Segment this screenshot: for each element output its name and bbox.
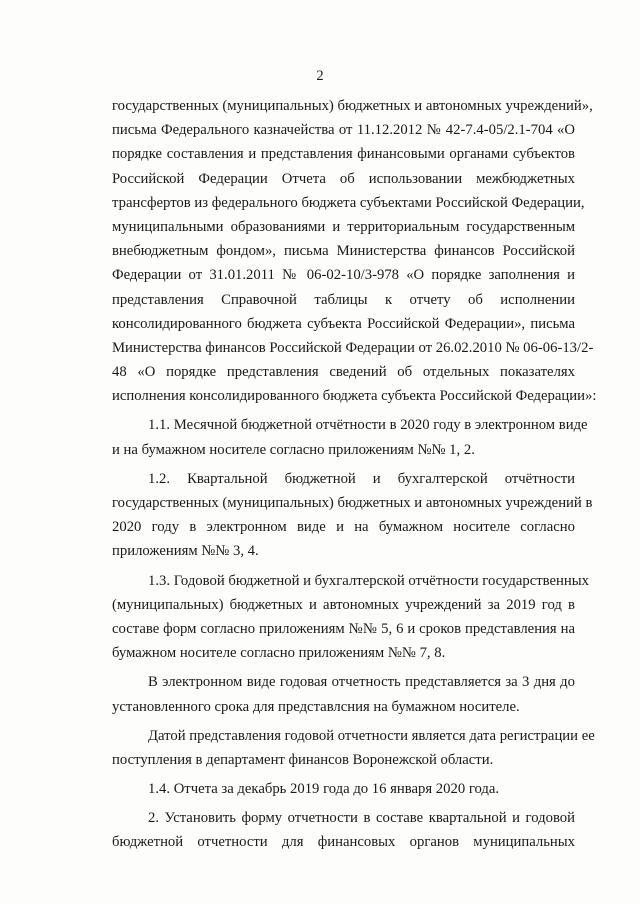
- text-line: Датой представления годовой отчетности является дата регистрации ее: [148, 727, 595, 744]
- text-line: В электронном виде годовая отчетность представляется за 3 дня до: [148, 674, 575, 691]
- page-number: 2: [316, 68, 324, 84]
- text-line: бюджетной отчетности для финансовых органов муниципальных: [112, 834, 575, 851]
- text-line: и на бумажном носителе согласно приложениям №№ 1, 2.: [112, 441, 475, 458]
- text-line: составе форм согласно приложениям №№ 5, 6 и сроков представления на: [112, 620, 575, 637]
- text-line: Российской Федерации Отчета об использовании межбюджетных: [112, 170, 575, 187]
- text-line: государственных (муниципальных) бюджетных и автономных учреждений в: [112, 495, 593, 511]
- text-line: государственных (муниципальных) бюджетных и автономных учреждений»,: [112, 98, 593, 114]
- text-line: поступления в департамент финансов Воронежской области.: [112, 751, 494, 768]
- text-line: муниципальными образованиями и территориальным государственным: [112, 218, 575, 235]
- text-line: исполнения консолидированного бюджета субъекта Российской Федерации»:: [112, 388, 597, 405]
- text-line: консолидированного бюджета субъекта Российской Федерации», письма: [112, 315, 575, 332]
- text-line: внебюджетным фондом», письма Министерства финансов Российской: [112, 243, 575, 260]
- text-line: письма Федерального казначейства от 11.12.2012 № 42-7.4-05/2.1-704 «О: [112, 122, 575, 139]
- text-line: порядке составления и представления финансовыми органами субъектов: [112, 146, 575, 163]
- text-line: 48 «О порядке представления сведений об отдельных показателях: [112, 364, 575, 381]
- text-line: бумажном носителе согласно приложениям №№ 7, 8.: [112, 645, 446, 662]
- text-line: Федерации от 31.01.2011 № 06-02-10/3-978 «О порядке заполнения и: [112, 267, 575, 284]
- text-line: 1.2. Квартальной бюджетной и бухгалтерской отчётности: [148, 470, 575, 487]
- text-line: приложениям №№ 3, 4.: [112, 543, 259, 560]
- text-line: представления Справочной таблицы к отчету об исполнении: [112, 291, 575, 308]
- text-line: (муниципальных) бюджетных и автономных учреждений за 2019 год в: [112, 596, 575, 613]
- text-line: установленного срока для представлсния на бумажном носителе.: [112, 698, 520, 715]
- text-line: 1.3. Годовой бюджетной и бухгалтерской отчётности государственных: [148, 572, 589, 589]
- text-line: Министерства финансов Российской Федерации от 26.02.2010 № 06-06-13/2-: [112, 339, 594, 356]
- text-line: трансфертов из федерального бюджета субъектами Российской Федерации,: [112, 194, 585, 211]
- text-line: 1.4. Отчета за декабрь 2019 года до 16 января 2020 года.: [148, 781, 500, 798]
- text-line: 2. Установить форму отчетности в составе квартальной и годовой: [148, 810, 575, 827]
- document-body: [112, 94, 597, 855]
- text-line: 1.1. Месячной бюджетной отчётности в 2020 году в электронном виде: [148, 417, 588, 434]
- text-line: 2020 году в электронном виде и на бумажном носителе согласно: [112, 519, 575, 536]
